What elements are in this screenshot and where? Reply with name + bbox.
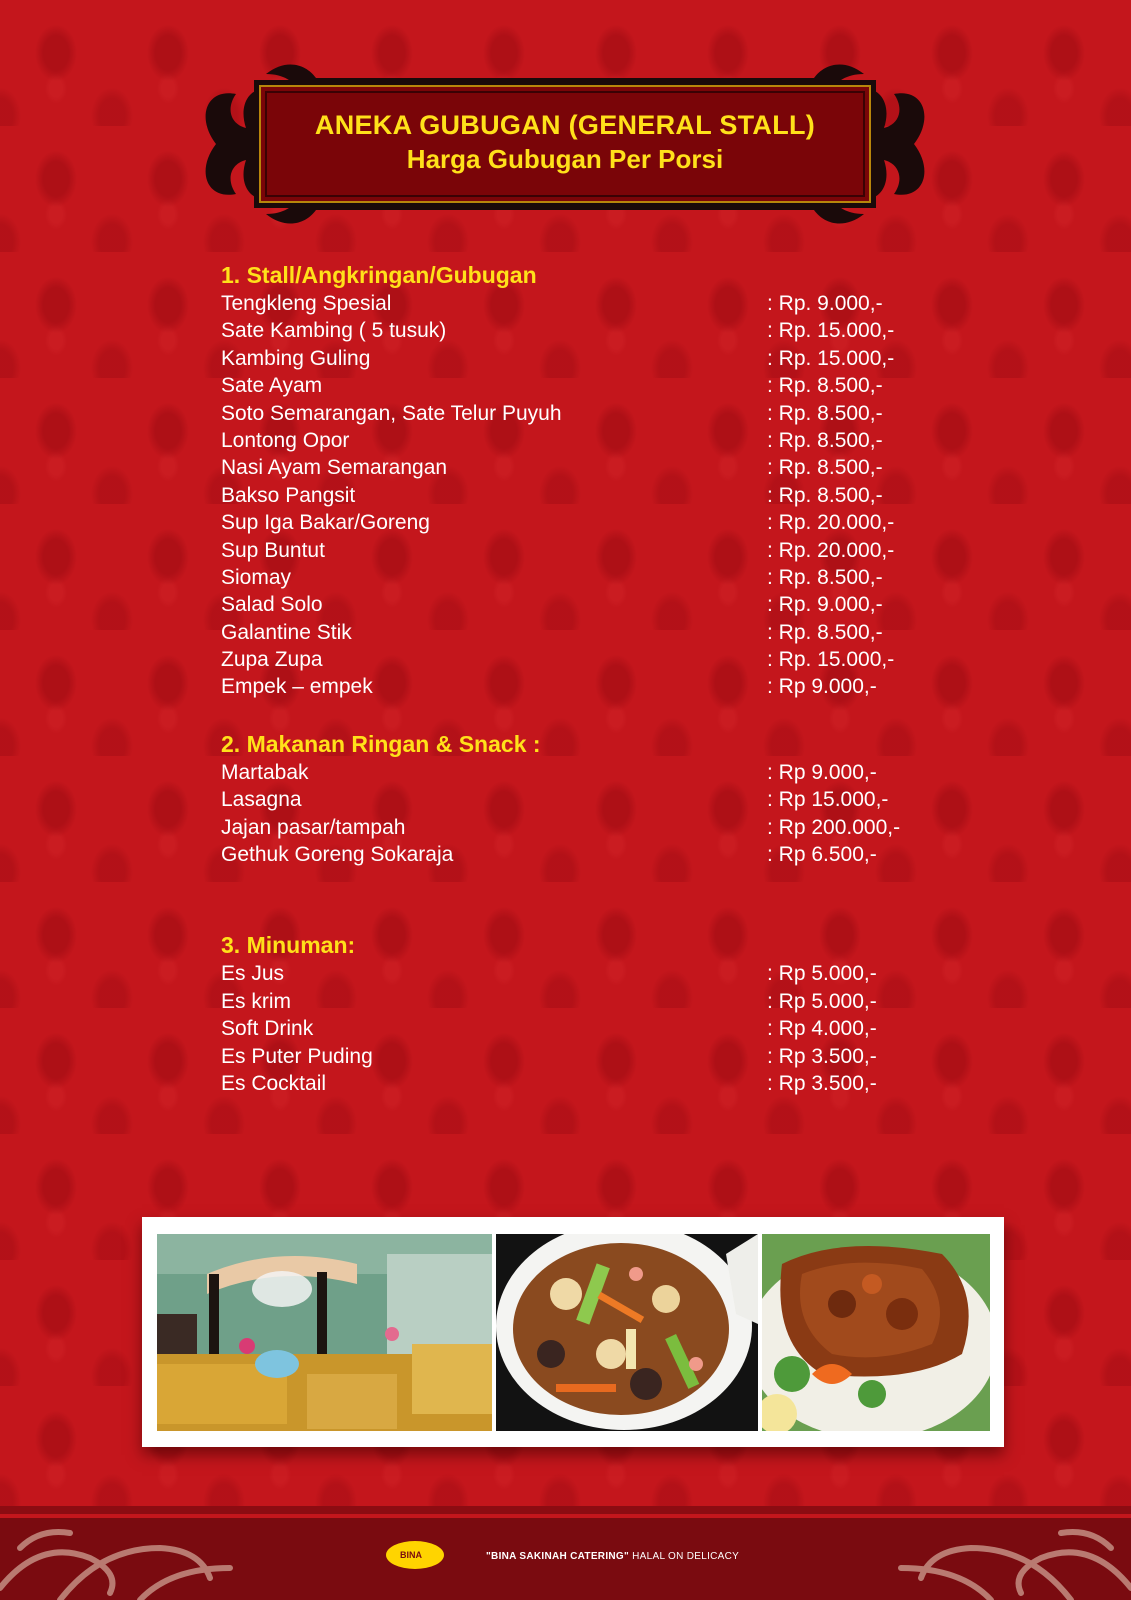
item-price: : Rp. 15.000,- — [767, 346, 895, 370]
item-name: Bakso Pangsit — [221, 483, 356, 507]
logo-text: BINA — [400, 1550, 422, 1560]
buffet-hall-photo — [157, 1234, 492, 1431]
item-price: : Rp. 15.000,- — [767, 648, 895, 672]
item-name: Sup Buntut — [221, 538, 325, 562]
item-price: : Rp. 8.500,- — [767, 483, 883, 507]
plaque-text — [256, 108, 874, 176]
item-price: : Rp 200.000,- — [767, 815, 901, 839]
item-price: : Rp. 8.500,- — [767, 456, 883, 480]
menu-item — [221, 537, 941, 564]
item-price: : Rp 3.500,- — [767, 1044, 877, 1068]
item-price: : Rp 3.500,- — [767, 1071, 877, 1095]
menu-item — [221, 482, 941, 509]
menu-item — [221, 1070, 941, 1097]
item-price: : Rp. 20.000,- — [767, 511, 895, 535]
section-stall — [221, 260, 941, 701]
menu-item — [221, 427, 941, 454]
menu-item — [221, 345, 941, 372]
item-price: : Rp. 15.000,- — [767, 319, 895, 343]
section-heading: 3. Minuman: — [221, 932, 356, 959]
item-name: Salad Solo — [221, 593, 323, 617]
item-name: Zupa Zupa — [221, 648, 323, 672]
footer-divider — [0, 1506, 1131, 1514]
item-name: Soto Semarangan, Sate Telur Puyuh — [221, 401, 562, 425]
menu-item — [221, 1015, 941, 1042]
item-price: : Rp 6.500,- — [767, 843, 877, 867]
item-list — [221, 759, 941, 869]
menu-item — [221, 759, 941, 786]
menu-item — [221, 960, 941, 987]
item-price: : Rp. 9.000,- — [767, 593, 883, 617]
section-heading: 1. Stall/Angkringan/Gubugan — [221, 262, 537, 288]
menu-item — [221, 509, 941, 536]
menu — [221, 260, 941, 1097]
menu-item — [221, 290, 941, 317]
item-price: : Rp. 8.500,- — [767, 401, 883, 425]
item-list — [221, 290, 941, 701]
item-name: Es Jus — [221, 962, 285, 986]
item-price: : Rp. 8.500,- — [767, 374, 883, 398]
item-name: Lasagna — [221, 788, 302, 812]
menu-item — [221, 317, 941, 344]
grilled-dish-photo — [762, 1234, 990, 1431]
item-price: : Rp. 8.500,- — [767, 428, 883, 452]
item-price: : Rp 9.000,- — [767, 675, 877, 699]
menu-item — [221, 454, 941, 481]
page-title: ANEKA GUBUGAN (GENERAL STALL) — [314, 110, 816, 140]
item-name: Es Cocktail — [221, 1071, 327, 1095]
item-name: Kambing Guling — [221, 346, 371, 370]
menu-item — [221, 841, 941, 868]
item-name: Siomay — [221, 565, 292, 589]
item-price: : Rp 9.000,- — [767, 760, 877, 784]
catering-logo — [385, 1540, 445, 1570]
menu-item — [221, 646, 941, 673]
footer-tagline — [486, 1551, 739, 1562]
item-name: Es Puter Puding — [221, 1044, 373, 1068]
menu-item — [221, 786, 941, 813]
footer — [0, 1518, 1131, 1600]
brand-name: "BINA SAKINAH CATERING" — [486, 1551, 630, 1562]
item-name: Gethuk Goreng Sokaraja — [221, 843, 454, 867]
menu-item — [221, 988, 941, 1015]
item-list — [221, 960, 941, 1097]
item-name: Lontong Opor — [221, 428, 350, 452]
item-price: : Rp 4.000,- — [767, 1017, 877, 1041]
left-ornament — [0, 1518, 260, 1600]
item-name: Nasi Ayam Semarangan — [221, 456, 448, 480]
menu-item — [221, 400, 941, 427]
item-price: : Rp 15.000,- — [767, 788, 889, 812]
item-price: : Rp. 20.000,- — [767, 538, 895, 562]
item-name: Soft Drink — [221, 1017, 314, 1041]
menu-item — [221, 673, 941, 700]
item-price: : Rp 5.000,- — [767, 989, 877, 1013]
item-name: Sate Ayam — [221, 374, 323, 398]
section-drinks — [221, 930, 941, 1097]
section-heading: 2. Makanan Ringan & Snack : — [221, 730, 541, 757]
menu-item — [221, 564, 941, 591]
right-ornament — [871, 1518, 1131, 1600]
item-price: : Rp. 8.500,- — [767, 620, 883, 644]
soup-bowl-photo — [496, 1234, 758, 1431]
item-name: Sate Kambing ( 5 tusuk) — [221, 319, 447, 343]
item-price: : Rp. 9.000,- — [767, 292, 883, 315]
item-name: Martabak — [221, 760, 309, 784]
menu-item — [221, 591, 941, 618]
section-snack — [221, 729, 941, 869]
item-price: : Rp 5.000,- — [767, 962, 877, 986]
item-name: Es krim — [221, 989, 291, 1013]
item-name: Empek – empek — [221, 675, 373, 699]
tagline-text: HALAL ON DELICACY — [632, 1551, 740, 1562]
item-name: Sup Iga Bakar/Goreng — [221, 511, 430, 535]
item-name: Tengkleng Spesial — [221, 292, 392, 315]
menu-item — [221, 1043, 941, 1070]
item-name: Galantine Stik — [221, 620, 352, 644]
menu-item — [221, 814, 941, 841]
menu-item — [221, 372, 941, 399]
menu-item — [221, 619, 941, 646]
item-price: : Rp. 8.500,- — [767, 565, 883, 589]
header-plaque — [196, 58, 934, 230]
item-name: Jajan pasar/tampah — [221, 815, 406, 839]
page-subtitle: Harga Gubugan Per Porsi — [406, 144, 724, 174]
photo-strip — [142, 1217, 1004, 1447]
